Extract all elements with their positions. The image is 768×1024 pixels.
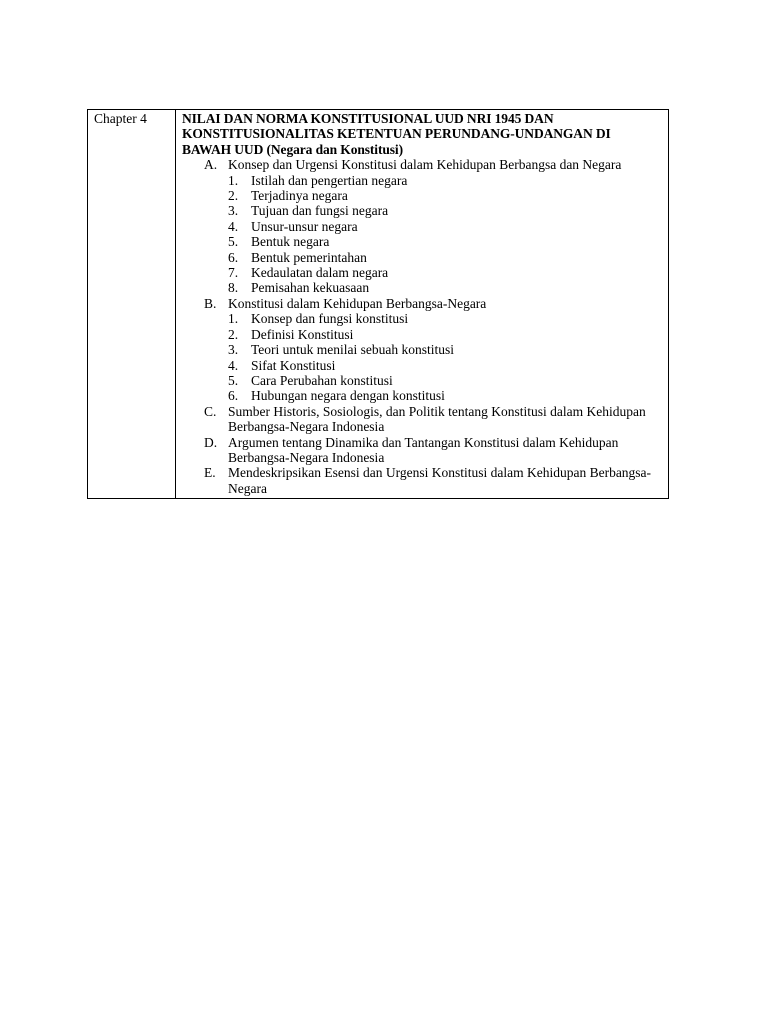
- section-marker: E.: [204, 465, 216, 481]
- section-a-list: [182, 173, 662, 296]
- section-heading: Sumber Historis, Sosiologis, dan Politik tentang Konstitusi dalam Kehidupan Berbangsa-Negara Indonesia: [228, 403, 646, 435]
- section-marker: C.: [204, 403, 217, 419]
- list-item: [182, 342, 662, 357]
- section-e: [182, 465, 662, 496]
- list-item-marker: 3.: [228, 203, 239, 219]
- list-item: [182, 358, 662, 373]
- section-heading: Argumen tentang Dinamika dan Tantangan Konstitusi dalam Kehidupan Berbangsa-Negara Indonesia: [228, 434, 619, 465]
- list-item-text: Pemisahan kekuasaan: [251, 280, 370, 296]
- list-item-marker: 3.: [228, 342, 239, 358]
- list-item: [182, 311, 662, 326]
- list-item: [182, 188, 662, 203]
- list-item-marker: 1.: [228, 172, 239, 188]
- section-marker: B.: [204, 295, 217, 311]
- list-item: [182, 388, 662, 403]
- section-d: [182, 435, 662, 466]
- list-item: [182, 173, 662, 188]
- list-item-marker: 1.: [228, 311, 239, 327]
- list-item-marker: 6.: [228, 249, 239, 265]
- chapter-title: NILAI DAN NORMA KONSTITUSIONAL UUD NRI 1945 DAN KONSTITUSIONALITAS KETENTUAN PERUNDANG-UNDANGAN DI BAWAH UUD (Negara dan Konstitusi): [182, 111, 611, 157]
- list-item-text: Hubungan negara dengan konstitusi: [251, 388, 445, 404]
- list-item-text: Teori untuk menilai sebuah konstitusi: [251, 342, 455, 358]
- list-item-text: Konsep dan fungsi konstitusi: [251, 311, 409, 327]
- list-item-marker: 4.: [228, 218, 239, 234]
- list-item-marker: 7.: [228, 265, 239, 281]
- list-item-text: Tujuan dan fungsi negara: [251, 203, 389, 219]
- list-item: [182, 280, 662, 295]
- list-item-marker: 6.: [228, 388, 239, 404]
- list-item-text: Bentuk negara: [251, 234, 330, 250]
- section-b: [182, 296, 662, 311]
- section-b-list: [182, 311, 662, 403]
- chapter-label-cell: [88, 110, 176, 499]
- section-marker: A.: [204, 157, 218, 173]
- list-item-marker: 5.: [228, 372, 239, 388]
- chapter-outline-table: [87, 109, 669, 499]
- list-item-text: Unsur-unsur negara: [251, 218, 358, 234]
- list-item: [182, 327, 662, 342]
- list-item: [182, 234, 662, 249]
- list-item-text: Sifat Konstitusi: [251, 357, 336, 373]
- section-heading: Konstitusi dalam Kehidupan Berbangsa-Negara: [228, 295, 487, 311]
- list-item-marker: 5.: [228, 234, 239, 250]
- section-c: [182, 404, 662, 435]
- chapter-label: Chapter 4: [94, 111, 147, 126]
- list-item-marker: 2.: [228, 326, 239, 342]
- section-marker: D.: [204, 434, 218, 450]
- list-item: [182, 250, 662, 265]
- list-item-marker: 4.: [228, 357, 239, 373]
- list-item: [182, 219, 662, 234]
- list-item: [182, 203, 662, 218]
- section-heading: Konsep dan Urgensi Konstitusi dalam Kehidupan Berbangsa dan Negara: [228, 157, 622, 173]
- list-item-text: Istilah dan pengertian negara: [251, 172, 408, 188]
- list-item: [182, 265, 662, 280]
- list-item-text: Cara Perubahan konstitusi: [251, 372, 393, 388]
- list-item-text: Terjadinya negara: [251, 188, 348, 204]
- list-item-marker: 8.: [228, 280, 239, 296]
- chapter-content-cell: [176, 110, 669, 499]
- section-a: [182, 157, 662, 172]
- list-item-text: Bentuk pemerintahan: [251, 249, 367, 265]
- list-item-marker: 2.: [228, 188, 239, 204]
- list-item-text: Kedaulatan dalam negara: [251, 265, 389, 281]
- list-item: [182, 373, 662, 388]
- chapter-row: [88, 110, 669, 499]
- section-heading: Mendeskripsikan Esensi dan Urgensi Konstitusi dalam Kehidupan Berbangsa-Negara: [228, 465, 652, 496]
- list-item-text: Definisi Konstitusi: [251, 326, 354, 342]
